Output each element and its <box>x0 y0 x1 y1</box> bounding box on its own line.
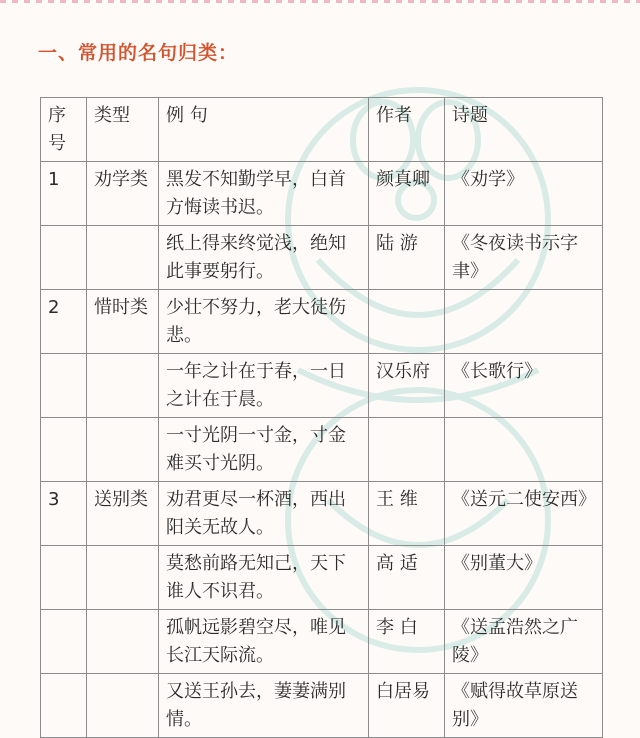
row-sentence: 黑发不知勤学早，白首方悔读书迟。 <box>159 162 369 226</box>
row-index <box>41 418 87 482</box>
row-index <box>41 674 87 738</box>
table-row <box>41 610 603 674</box>
row-title: 《长歌行》 <box>445 354 603 418</box>
row-author: 高 适 <box>369 546 445 610</box>
row-category <box>87 418 159 482</box>
row-title: 《送孟浩然之广陵》 <box>445 610 603 674</box>
row-title: 《冬夜读书示字聿》 <box>445 226 603 290</box>
row-author: 陆 游 <box>369 226 445 290</box>
header-title: 诗题 <box>445 98 603 162</box>
row-author: 颜真卿 <box>369 162 445 226</box>
poem-table <box>40 97 603 738</box>
row-title: 《赋得故草原送别》 <box>445 674 603 738</box>
row-sentence: 又送王孙去，萋萋满别情。 <box>159 674 369 738</box>
row-category <box>87 226 159 290</box>
table-row <box>41 162 603 226</box>
table-header-row <box>41 98 603 162</box>
row-author: 王 维 <box>369 482 445 546</box>
header-sentence: 例 句 <box>159 98 369 162</box>
row-title <box>445 418 603 482</box>
header-index: 序号 <box>41 98 87 162</box>
row-title <box>445 290 603 354</box>
table-row <box>41 674 603 738</box>
row-sentence: 一年之计在于春，一日之计在于晨。 <box>159 354 369 418</box>
row-sentence: 孤帆远影碧空尽，唯见长江天际流。 <box>159 610 369 674</box>
row-index <box>41 354 87 418</box>
row-sentence: 莫愁前路无知己，天下谁人不识君。 <box>159 546 369 610</box>
header-category: 类型 <box>87 98 159 162</box>
row-title: 《别董大》 <box>445 546 603 610</box>
row-index <box>41 226 87 290</box>
row-index: 2 <box>41 290 87 354</box>
row-author: 白居易 <box>369 674 445 738</box>
section-title: 一、常用的名句归类： <box>38 42 239 64</box>
row-sentence: 纸上得来终觉浅，绝知此事要躬行。 <box>159 226 369 290</box>
table-row <box>41 546 603 610</box>
row-category: 劝学类 <box>87 162 159 226</box>
row-author: 汉乐府 <box>369 354 445 418</box>
row-category <box>87 674 159 738</box>
row-author <box>369 418 445 482</box>
row-index <box>41 610 87 674</box>
table-row <box>41 354 603 418</box>
row-category: 送别类 <box>87 482 159 546</box>
row-author <box>369 290 445 354</box>
decorative-top-border <box>0 0 640 12</box>
row-title: 《送元二使安西》 <box>445 482 603 546</box>
table-row <box>41 482 603 546</box>
row-author: 李 白 <box>369 610 445 674</box>
row-index: 3 <box>41 482 87 546</box>
table-row <box>41 418 603 482</box>
row-category <box>87 354 159 418</box>
table-row <box>41 290 603 354</box>
row-category <box>87 610 159 674</box>
row-sentence: 劝君更尽一杯酒，西出阳关无故人。 <box>159 482 369 546</box>
row-index <box>41 546 87 610</box>
header-author: 作者 <box>369 98 445 162</box>
table-row <box>41 226 603 290</box>
row-category <box>87 546 159 610</box>
row-category: 惜时类 <box>87 290 159 354</box>
row-sentence: 少壮不努力，老大徒伤悲。 <box>159 290 369 354</box>
row-sentence: 一寸光阴一寸金，寸金难买寸光阴。 <box>159 418 369 482</box>
row-index: 1 <box>41 162 87 226</box>
row-title: 《劝学》 <box>445 162 603 226</box>
